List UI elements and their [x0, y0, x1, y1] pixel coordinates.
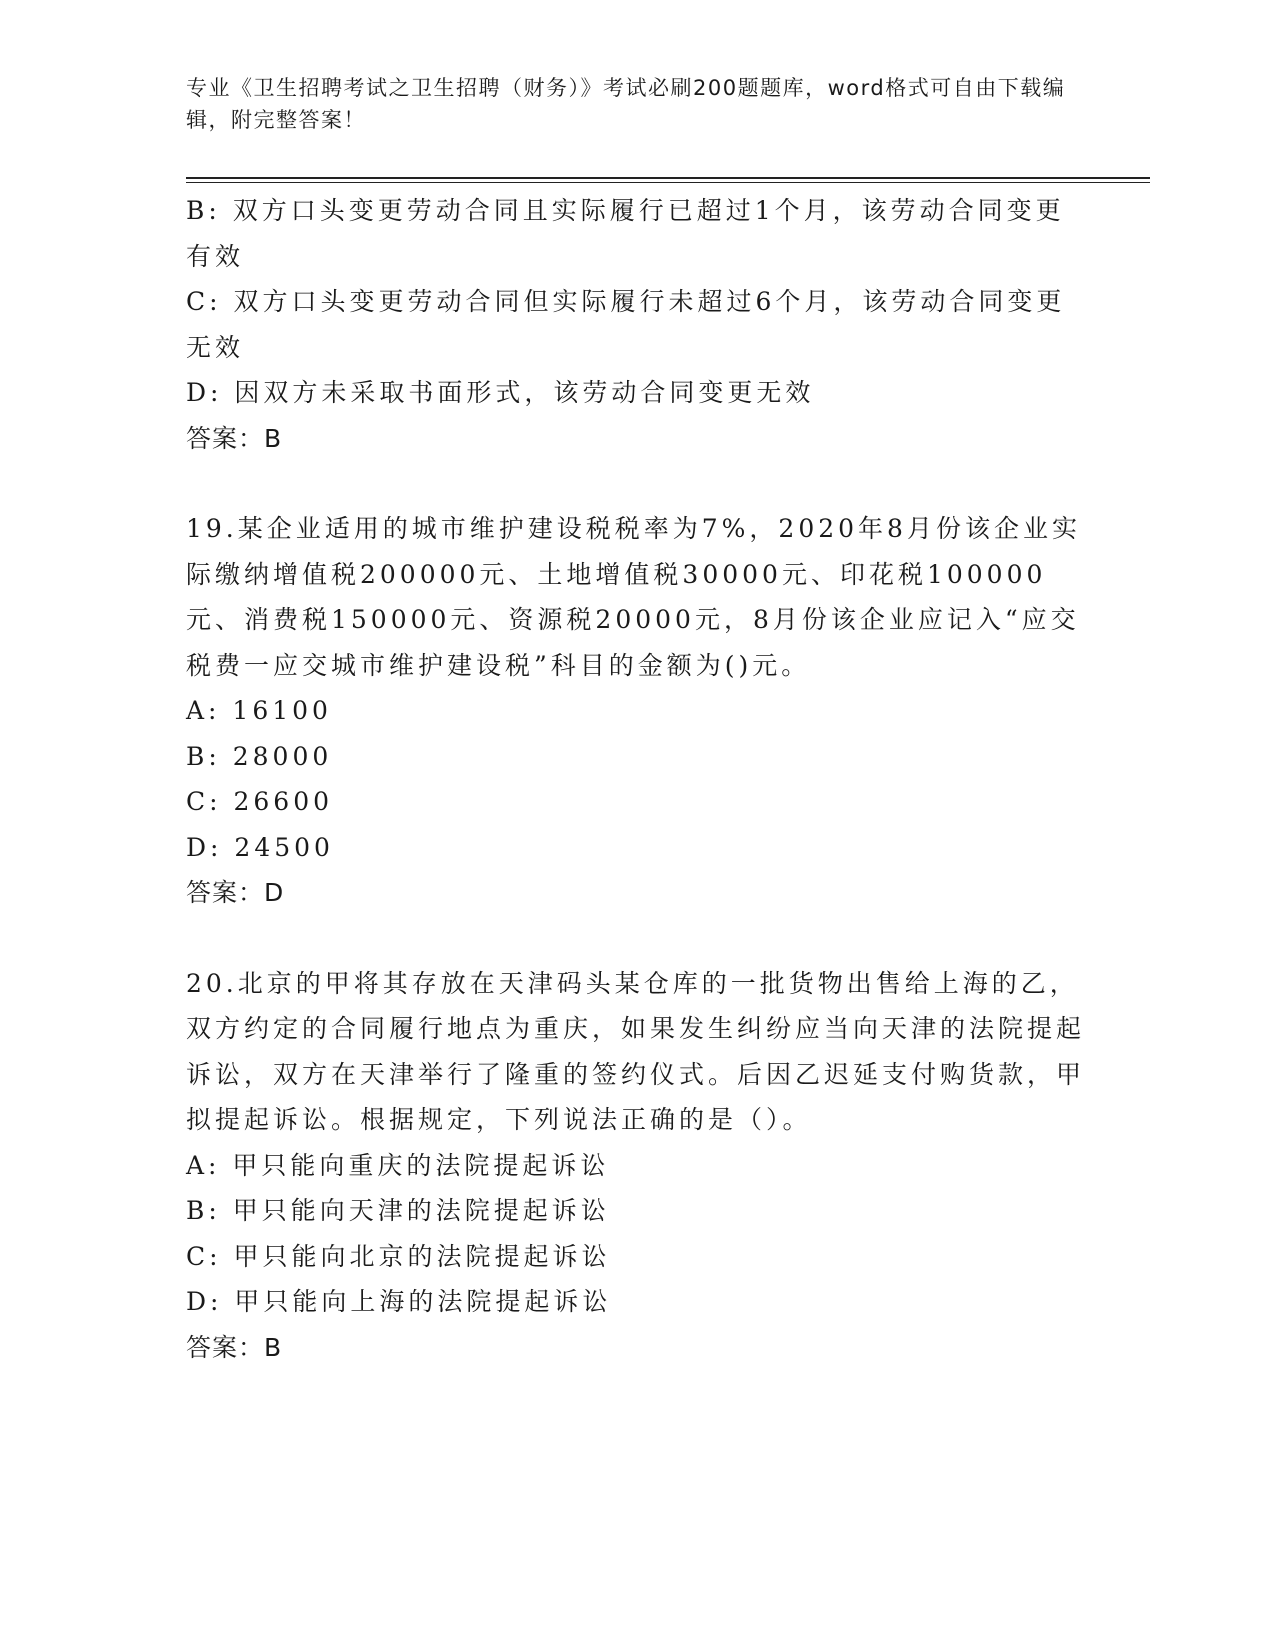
answer: 答案：D	[186, 878, 285, 907]
option-c: C: 双方口头变更劳动合同但实际履行未超过6个月，该劳动合同变更无效	[186, 287, 1066, 362]
document-body	[186, 188, 1086, 1370]
option-b: B: 双方口头变更劳动合同且实际履行已超过1个月，该劳动合同变更有效	[186, 196, 1065, 271]
option-d: D: 24500	[186, 832, 334, 862]
option-b: B: 28000	[186, 741, 333, 771]
option-b: B: 甲只能向天津的法院提起诉讼	[186, 1196, 610, 1225]
option-c: C: 甲只能向北京的法院提起诉讼	[186, 1241, 611, 1271]
option-d: D: 因双方未采取书面形式，该劳动合同变更无效	[186, 378, 815, 407]
option-d: D: 甲只能向上海的法院提起诉讼	[186, 1287, 612, 1316]
answer: 答案：B	[186, 423, 283, 453]
answer: 答案：B	[186, 1332, 283, 1362]
header-rule-thick	[186, 177, 1150, 179]
document-header: 专业《卫生招聘考试之卫生招聘（财务）》考试必刷200题题库，word格式可自由下载编辑，附完整答案！	[186, 76, 1066, 132]
option-c: C: 26600	[186, 787, 334, 816]
option-a: A: 甲只能向重庆的法院提起诉讼	[186, 1150, 610, 1180]
question-19: 19.某企业适用的城市维护建设税税率为7%，2020年8月份该企业实际缴纳增值税200000元、土地增值税30000元、印花税100000元、消费税150000元、资源税20000元，8月份该企业应记入“应交税费一应交城市维护建设税”科目的金额为()元。	[186, 514, 1081, 680]
question-20: 20.北京的甲将其存放在天津码头某仓库的一批货物出售给上海的乙，双方约定的合同履行地点为重庆，如果发生纠纷应当向天津的法院提起诉讼，双方在天津举行了隆重的签约仪式。后因乙迟延支付购货款，甲拟提起诉讼。根据规定，下列说法正确的是（）。	[186, 968, 1086, 1134]
header-rule-thin	[186, 182, 1150, 183]
option-a: A: 16100	[186, 696, 332, 725]
